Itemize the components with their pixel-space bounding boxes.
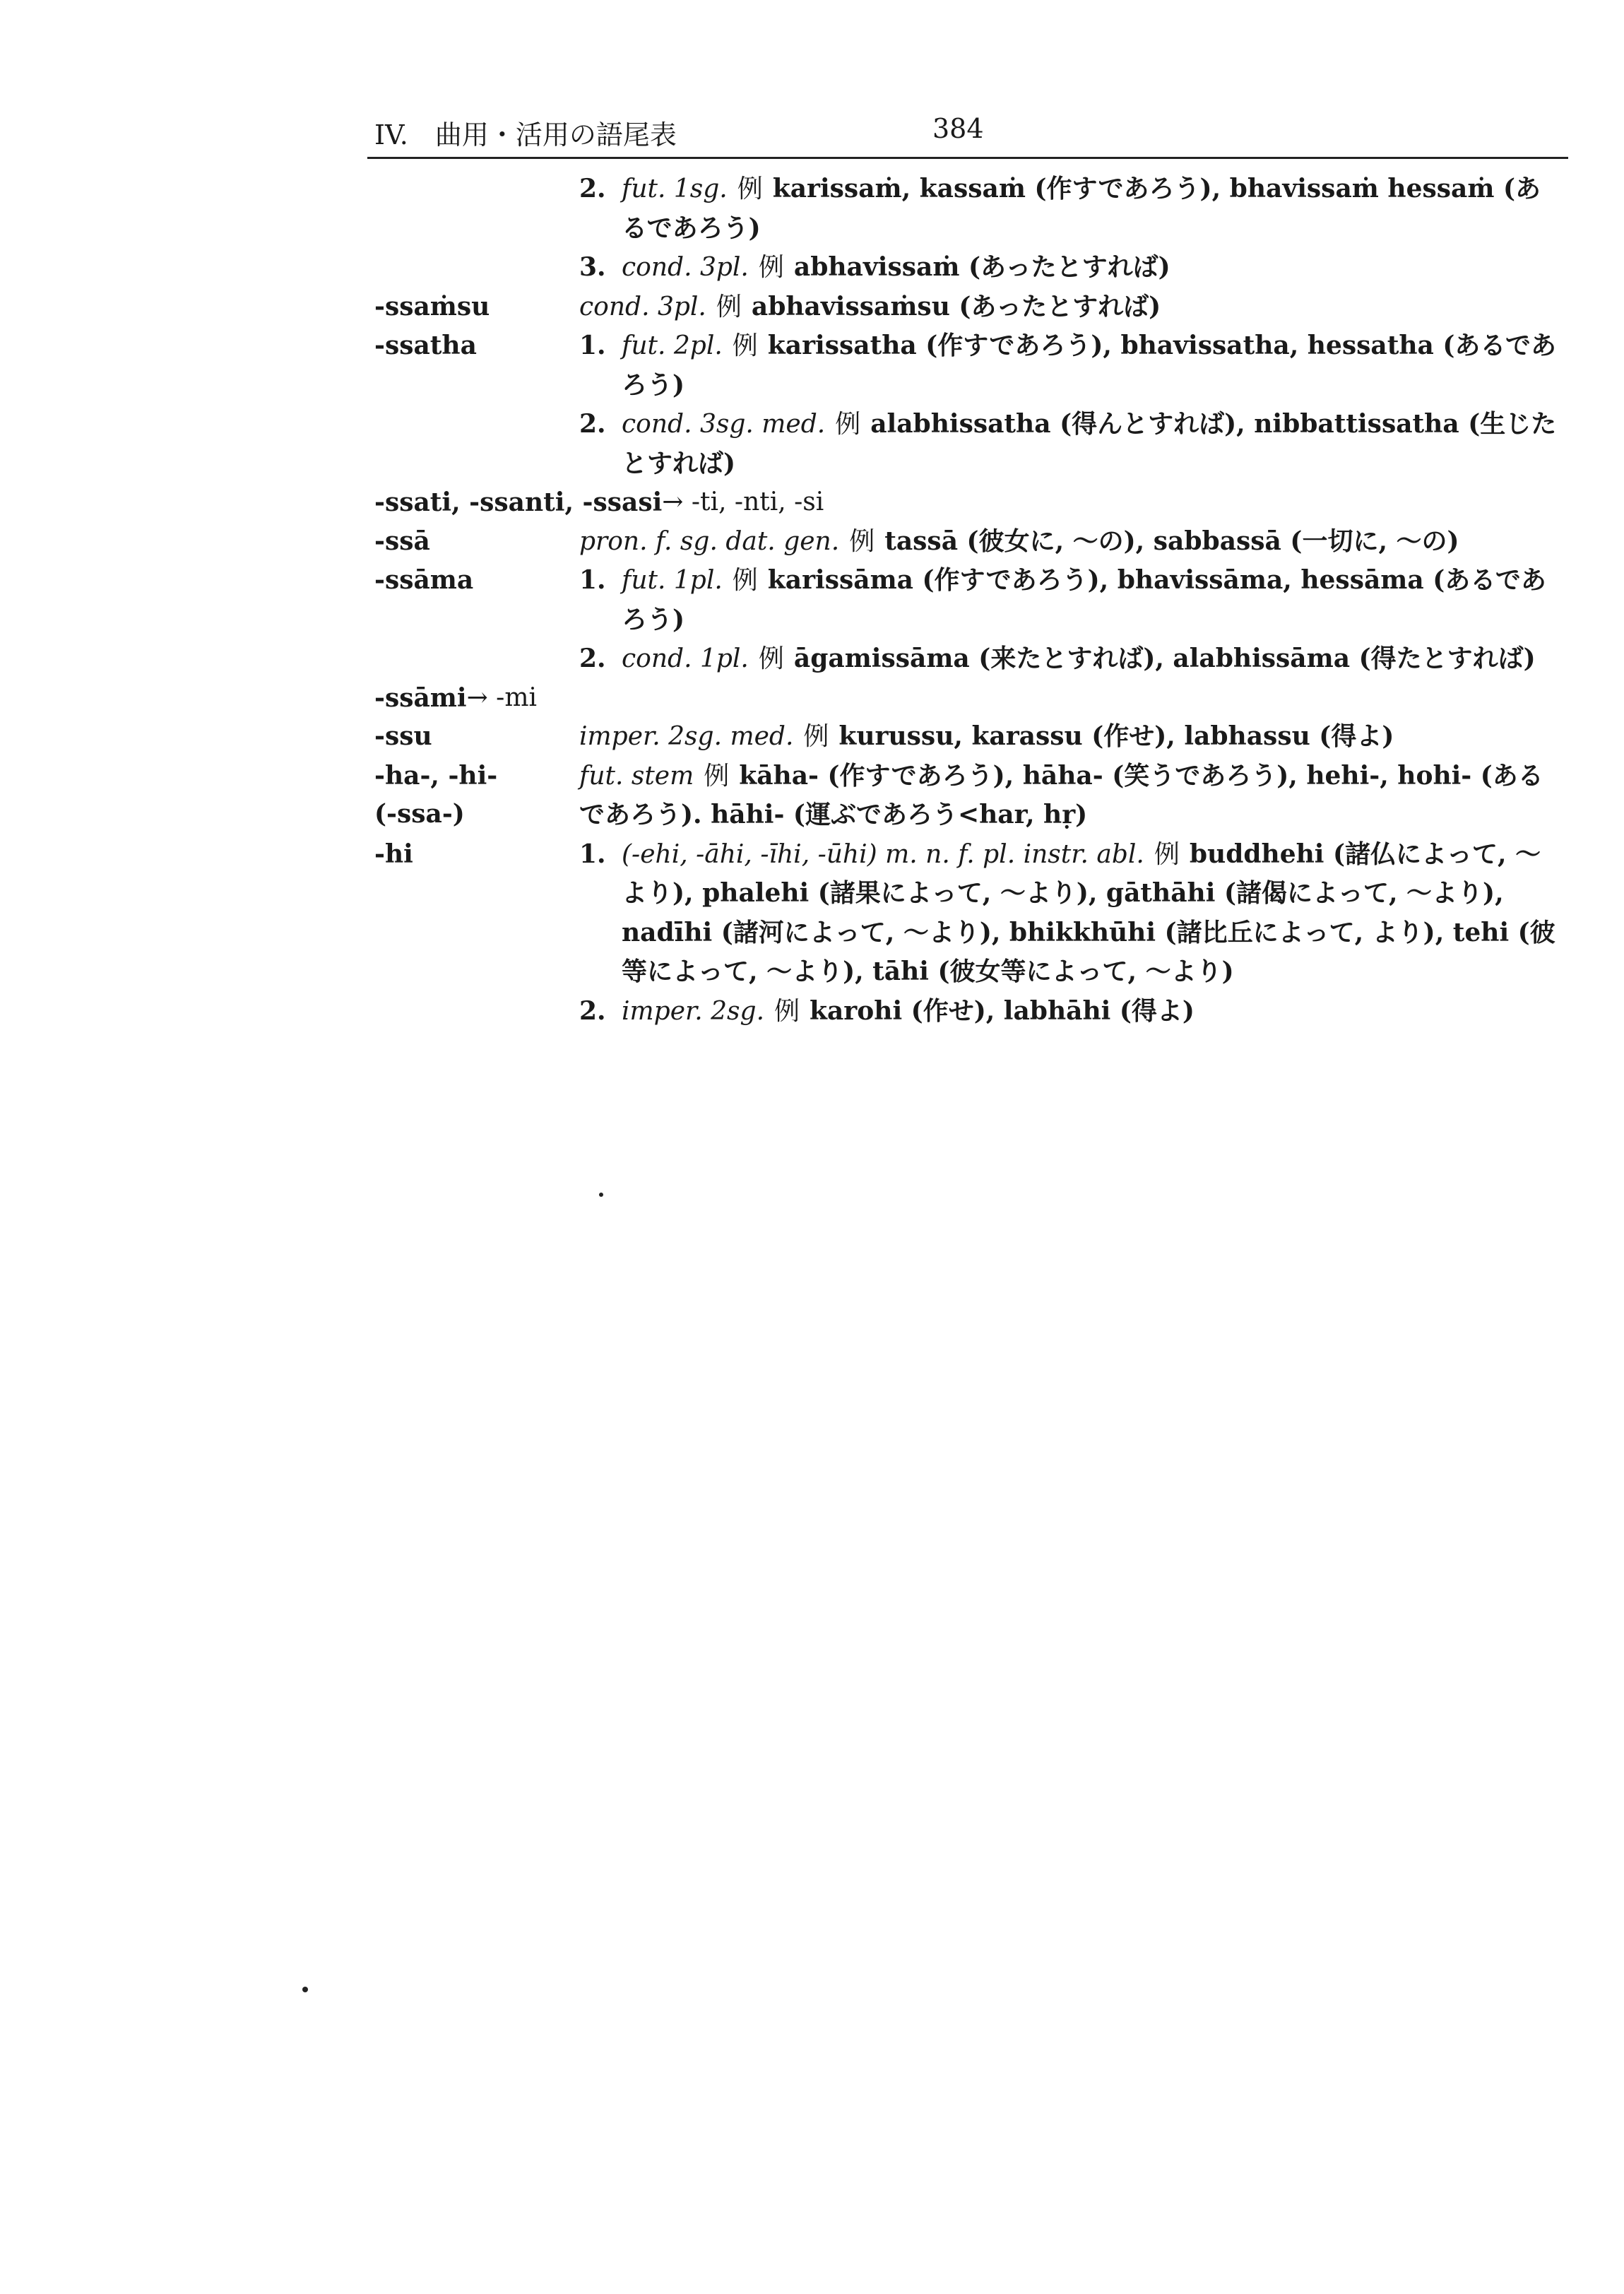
sense-text (622, 561, 1561, 639)
grammar-label: cond. 3pl. (579, 292, 706, 321)
sense-number: 3. (579, 252, 606, 282)
sense-text (579, 288, 1561, 327)
example-text: karissāma (作すであろう), bhavissāma, hessāma (あるであろう) (622, 565, 1546, 634)
entry-body (579, 757, 1561, 835)
grammar-label: fut. 2pl. (622, 331, 723, 360)
example-text: āgamissāma (来たとすれば), alabhissāma (得たとすれば) (793, 644, 1536, 673)
sense-line (579, 835, 1561, 992)
entry-body (579, 326, 1561, 483)
sense-text (622, 405, 1561, 483)
example-marker: 例 (758, 644, 784, 673)
section-title: IV. 曲用・活用の語尾表 (374, 119, 677, 150)
speck-mark (302, 1987, 308, 1992)
cross-reference: → -mi (466, 682, 537, 712)
example-text: tassā (彼女に, ～の), sabbassā (一切に, ～の) (884, 526, 1459, 556)
entry-list (374, 170, 1561, 1031)
entry-row (374, 326, 1561, 483)
sense-number: 1. (579, 331, 606, 360)
entry-body (579, 717, 1561, 757)
sense-number: 1. (579, 565, 606, 595)
entry-body (662, 483, 1561, 522)
example-marker: 例 (732, 566, 758, 595)
example-text: karissaṁ, kassaṁ (作すであろう), bhavissaṁ hessaṁ (あるであろう) (622, 174, 1541, 243)
grammar-label: pron. f. sg. dat. gen. (579, 526, 840, 556)
example-marker: 例 (732, 331, 758, 360)
sense-text (579, 757, 1561, 835)
entry-row (374, 483, 1561, 522)
example-marker: 例 (774, 996, 800, 1026)
example-marker: 例 (835, 410, 861, 439)
sense-text (579, 717, 1561, 757)
entry-body (579, 170, 1561, 288)
entry-headword: -ssā (374, 526, 430, 556)
example-text: kurussu, karassu (作せ), labhassu (得よ) (838, 721, 1394, 751)
entry-headword: -ssāma (374, 565, 474, 595)
sense-number: 2. (579, 174, 606, 203)
sense-text (579, 522, 1561, 562)
example-text: karohi (作せ), labhāhi (得よ) (810, 995, 1195, 1026)
sense-text (622, 639, 1561, 679)
entry-row (374, 170, 1561, 288)
grammar-label: fut. stem (579, 761, 694, 791)
entry-row (374, 835, 1561, 1031)
entry-body (579, 561, 1561, 679)
entry-headword: -ssatha (374, 331, 477, 360)
sense-line (579, 639, 1561, 679)
entry-body (467, 679, 1561, 718)
entry-row (374, 288, 1561, 327)
example-text: abhavissaṁsu (あったとすれば) (751, 291, 1161, 321)
example-text: karissatha (作すであろう), bhavissatha, hessatha (あるであろう) (622, 331, 1557, 400)
entry-row (374, 522, 1561, 562)
sense-text (622, 326, 1561, 405)
entry-headword: -ssaṁsu (374, 291, 490, 321)
grammar-label: cond. 3sg. med. (622, 410, 826, 439)
example-marker: 例 (849, 526, 875, 556)
example-marker: 例 (716, 292, 742, 321)
grammar-label: imper. 2sg. (622, 996, 765, 1026)
sense-line (579, 561, 1561, 639)
grammar-label: fut. 1pl. (622, 566, 723, 595)
header-rule (367, 157, 1568, 159)
sense-line (579, 405, 1561, 483)
grammar-label: fut. 1sg. (622, 175, 728, 203)
example-text: abhavissaṁ (あったとすれば) (793, 252, 1170, 282)
sense-line (579, 288, 1561, 327)
example-marker: 例 (704, 761, 730, 791)
example-text: buddhehi (諸仏によって, ～より), phalehi (諸果によって, ～より), gāthāhi (諸偈によって, ～より), nadīhi (諸河によって, ～より), bhikkhūhi (諸比丘によって, より), tehi (彼等によって, ～より), tāhi (彼女等によって, ～より) (622, 839, 1555, 986)
example-marker: 例 (803, 722, 829, 751)
entry-row (374, 679, 1561, 718)
example-marker: 例 (1154, 839, 1180, 869)
example-text: kāha- (作すであろう), hāha- (笑うであろう), hehi-, hohi- (あるであろう). hāhi- (運ぶであろう<har, hṛ) (579, 760, 1543, 829)
sense-number: 2. (579, 409, 606, 439)
sense-number: 1. (579, 839, 606, 869)
entry-headword: -ha-, -hi- (-ssa-) (374, 760, 498, 829)
sense-number: 2. (579, 644, 606, 673)
sense-line (579, 326, 1561, 405)
page-number: 384 (932, 113, 984, 144)
example-text: alabhissatha (得んとすれば), nibbattissatha (生じたとすれば) (622, 409, 1557, 478)
entry-headword: -ssu (374, 721, 432, 751)
grammar-label: imper. 2sg. med. (579, 722, 794, 751)
grammar-label: cond. 1pl. (622, 644, 749, 673)
entry-row (374, 757, 1561, 835)
entry-headword: -ssāmi (374, 682, 467, 713)
entry-headword: -hi (374, 839, 413, 869)
cross-reference: → -ti, -nti, -si (662, 487, 824, 516)
grammar-label: cond. 3pl. (622, 253, 749, 282)
entry-body (579, 835, 1561, 1031)
sense-line (579, 992, 1561, 1031)
sense-text (622, 170, 1561, 248)
entry-row (374, 561, 1561, 679)
entry-body (579, 522, 1561, 562)
sense-number: 2. (579, 995, 606, 1026)
entry-body (579, 288, 1561, 327)
sense-line (579, 757, 1561, 835)
sense-line (579, 522, 1561, 562)
entry-headword: -ssati, -ssanti, -ssasi (374, 487, 663, 517)
sense-text (622, 248, 1561, 288)
sense-line (579, 248, 1561, 288)
entry-row (374, 717, 1561, 757)
page-header (374, 113, 1561, 153)
grammar-label: (-ehi, -āhi, -īhi, -ūhi) m. n. f. pl. instr. abl. (622, 839, 1144, 869)
sense-line (579, 170, 1561, 248)
speck-mark (599, 1193, 603, 1197)
example-marker: 例 (758, 253, 784, 282)
sense-text (622, 992, 1561, 1031)
sense-text (622, 835, 1561, 992)
sense-line (579, 717, 1561, 757)
example-marker: 例 (737, 175, 763, 203)
